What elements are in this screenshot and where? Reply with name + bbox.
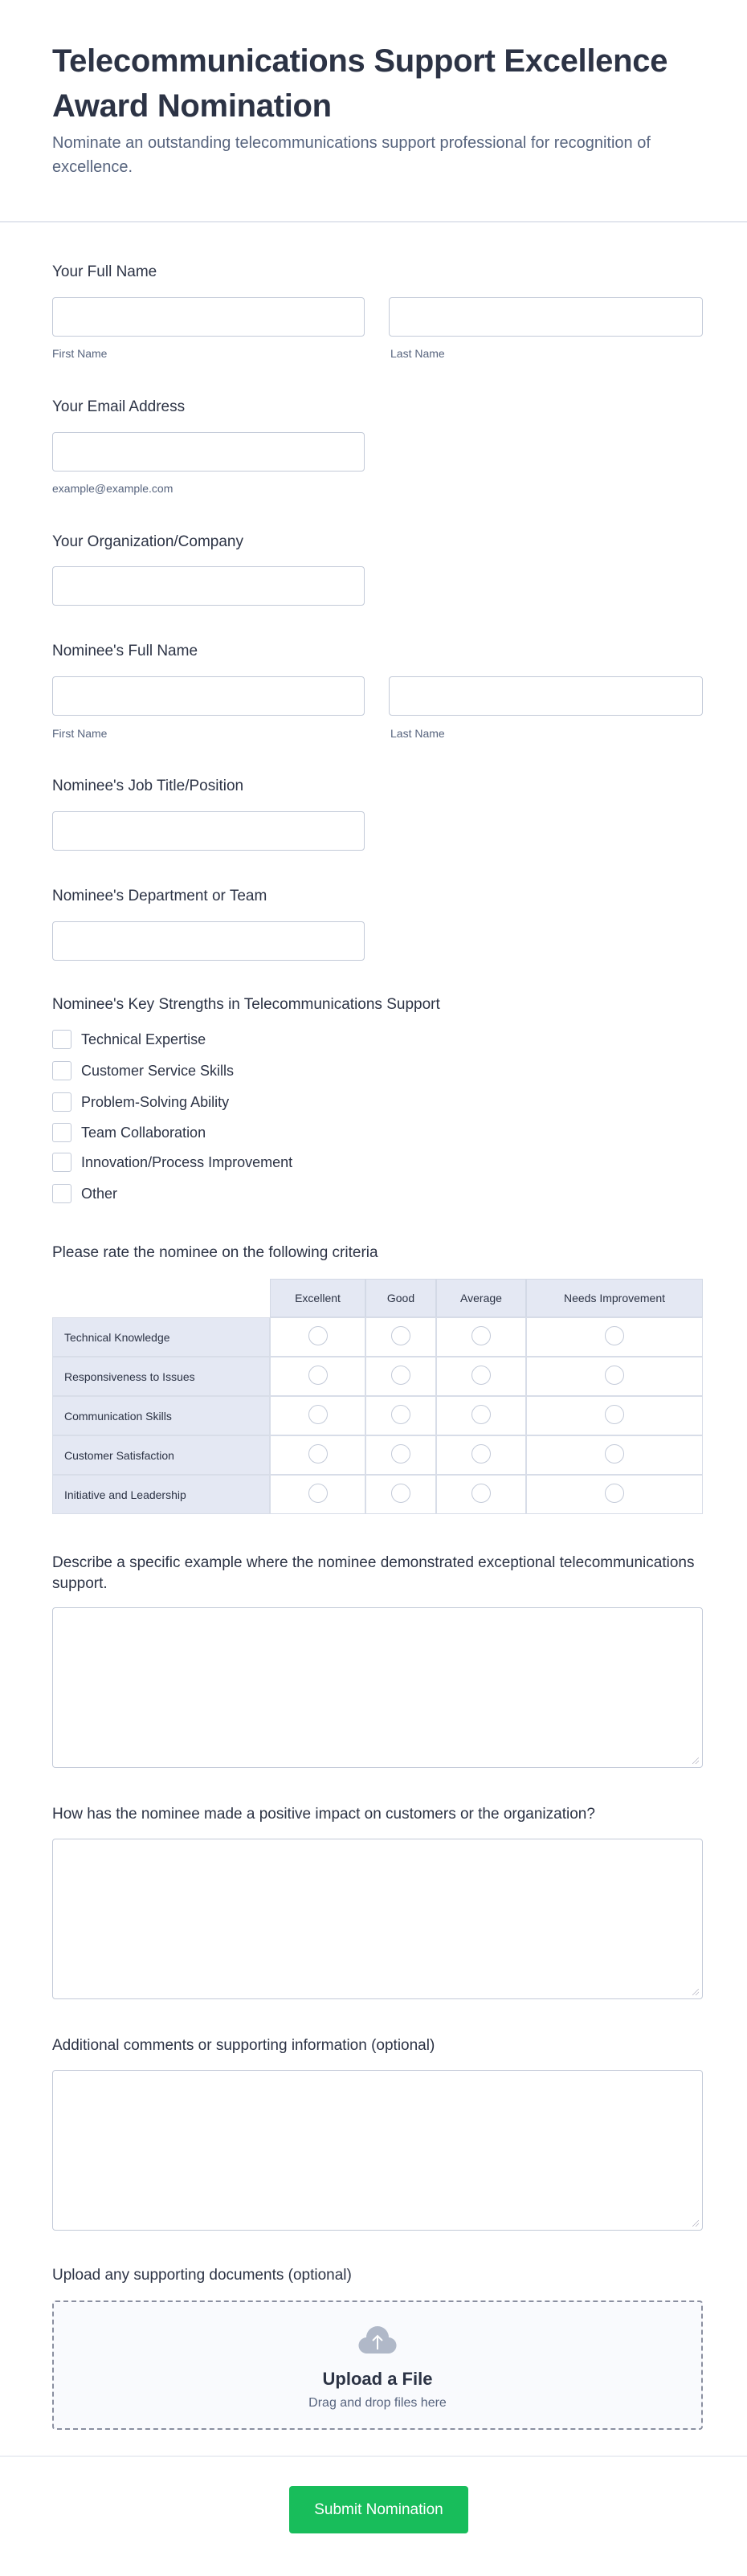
checkbox-problem-solving[interactable] (52, 1092, 229, 1112)
matrix-cell (436, 1396, 526, 1435)
checkbox[interactable] (52, 1061, 71, 1080)
radio-button[interactable] (605, 1444, 624, 1464)
checkbox[interactable] (52, 1153, 71, 1172)
radio-button[interactable] (308, 1405, 328, 1424)
radio-button[interactable] (471, 1366, 491, 1385)
first-name-sublabel: First Name (52, 347, 108, 360)
divider (0, 221, 747, 222)
submit-button[interactable]: Submit Nomination (289, 2486, 468, 2533)
comments-textarea[interactable] (52, 2070, 703, 2231)
org-input[interactable] (52, 566, 365, 606)
nominee-last-sublabel: Last Name (390, 727, 445, 740)
matrix-cell (526, 1357, 703, 1396)
radio-button[interactable] (471, 1444, 491, 1464)
example-textarea[interactable] (52, 1607, 703, 1768)
nominee-last-name-input[interactable] (389, 676, 703, 716)
row-label: Technical Knowledge (52, 1317, 270, 1357)
radio-button[interactable] (605, 1405, 624, 1424)
radio-button[interactable] (471, 1405, 491, 1424)
matrix-corner (52, 1279, 270, 1317)
checkbox-other[interactable] (52, 1184, 117, 1203)
checkbox-label: Customer Service Skills (81, 1062, 235, 1079)
checkbox[interactable] (52, 1092, 71, 1112)
checkbox-customer-service[interactable] (52, 1061, 234, 1080)
matrix-cell (436, 1357, 526, 1396)
first-name-input[interactable] (52, 297, 365, 337)
matrix-cell (365, 1357, 436, 1396)
radio-button[interactable] (471, 1484, 491, 1503)
radio-button[interactable] (391, 1484, 410, 1503)
matrix-cell (270, 1475, 365, 1514)
matrix-cell (526, 1475, 703, 1514)
checkbox[interactable] (52, 1123, 71, 1142)
email-label: Your Email Address (52, 398, 186, 415)
matrix-row (52, 1396, 703, 1435)
row-label: Customer Satisfaction (52, 1435, 270, 1475)
checkbox-label: Technical Expertise (81, 1031, 206, 1047)
row-label: Communication Skills (52, 1396, 270, 1435)
matrix-cell (436, 1435, 526, 1475)
cloud-upload-icon (357, 2325, 398, 2357)
email-input[interactable] (52, 432, 365, 472)
matrix-cell (270, 1435, 365, 1475)
rating-matrix (52, 1279, 703, 1514)
department-input[interactable] (52, 921, 365, 961)
radio-button[interactable] (391, 1326, 410, 1345)
checkbox-team-collaboration[interactable] (52, 1123, 206, 1142)
department-label: Nominee's Department or Team (52, 888, 267, 904)
nominee-first-name-input[interactable] (52, 676, 365, 716)
matrix-cell (365, 1396, 436, 1435)
form-title: Telecommunications Support Excellence Award Nomination (52, 43, 668, 124)
nominee-first-sublabel: First Name (52, 727, 108, 740)
checkbox-innovation[interactable] (52, 1153, 292, 1172)
matrix-row (52, 1357, 703, 1396)
matrix-cell (270, 1396, 365, 1435)
checkbox[interactable] (52, 1184, 71, 1203)
matrix-cell (526, 1396, 703, 1435)
matrix-cell (270, 1317, 365, 1357)
radio-button[interactable] (605, 1366, 624, 1385)
matrix-cell (365, 1435, 436, 1475)
job-title-label: Nominee's Job Title/Position (52, 778, 244, 794)
row-label: Responsiveness to Issues (52, 1357, 270, 1396)
radio-button[interactable] (391, 1366, 410, 1385)
full-name-label: Your Full Name (52, 263, 157, 280)
radio-button[interactable] (308, 1326, 328, 1345)
upload-title: Upload a File (322, 2369, 433, 2389)
matrix-cell (436, 1475, 526, 1514)
matrix-cell (270, 1357, 365, 1396)
comments-label: Additional comments or supporting information (optional) (52, 2037, 435, 2054)
example-label: Describe a specific example where the nominee demonstrated exceptional telecommunications support. (52, 1554, 695, 1592)
last-name-input[interactable] (389, 297, 703, 337)
rating-label: Please rate the nominee on the following criteria (52, 1244, 378, 1261)
file-dropzone[interactable] (52, 2300, 703, 2430)
checkbox-label: Problem-Solving Ability (81, 1093, 230, 1110)
checkbox[interactable] (52, 1030, 71, 1049)
last-name-sublabel: Last Name (390, 347, 445, 360)
radio-button[interactable] (391, 1405, 410, 1424)
nominee-name-label: Nominee's Full Name (52, 643, 198, 659)
matrix-row (52, 1475, 703, 1514)
column-header: Needs Improvement (526, 1279, 703, 1317)
radio-button[interactable] (308, 1484, 328, 1503)
checkbox-label: Other (81, 1185, 118, 1202)
radio-button[interactable] (605, 1484, 624, 1503)
impact-textarea[interactable] (52, 1839, 703, 1999)
radio-button[interactable] (391, 1444, 410, 1464)
matrix-cell (526, 1435, 703, 1475)
checkbox-label: Team Collaboration (81, 1124, 206, 1141)
column-header: Good (365, 1279, 436, 1317)
matrix-cell (526, 1317, 703, 1357)
matrix-row (52, 1317, 703, 1357)
row-label: Initiative and Leadership (52, 1475, 270, 1514)
checkbox-label: Innovation/Process Improvement (81, 1153, 293, 1170)
matrix-cell (365, 1317, 436, 1357)
radio-button[interactable] (605, 1326, 624, 1345)
upload-hint: Drag and drop files here (308, 2396, 447, 2410)
email-sublabel: example@example.com (52, 482, 173, 495)
matrix-row (52, 1435, 703, 1475)
matrix-cell (436, 1317, 526, 1357)
job-title-input[interactable] (52, 811, 365, 851)
column-header: Average (436, 1279, 526, 1317)
matrix-cell (365, 1475, 436, 1514)
form-subtitle: Nominate an outstanding telecommunications support professional for recognition of excellence. (52, 134, 651, 176)
radio-button[interactable] (308, 1444, 328, 1464)
divider (0, 2456, 747, 2457)
upload-label: Upload any supporting documents (optional) (52, 2267, 352, 2284)
strengths-label: Nominee's Key Strengths in Telecommunications Support (52, 996, 440, 1013)
radio-button[interactable] (471, 1326, 491, 1345)
checkbox-technical-expertise[interactable] (52, 1030, 206, 1049)
column-header: Excellent (270, 1279, 365, 1317)
radio-button[interactable] (308, 1366, 328, 1385)
impact-label: How has the nominee made a positive impact on customers or the organization? (52, 1806, 595, 1823)
org-label: Your Organization/Company (52, 533, 243, 550)
